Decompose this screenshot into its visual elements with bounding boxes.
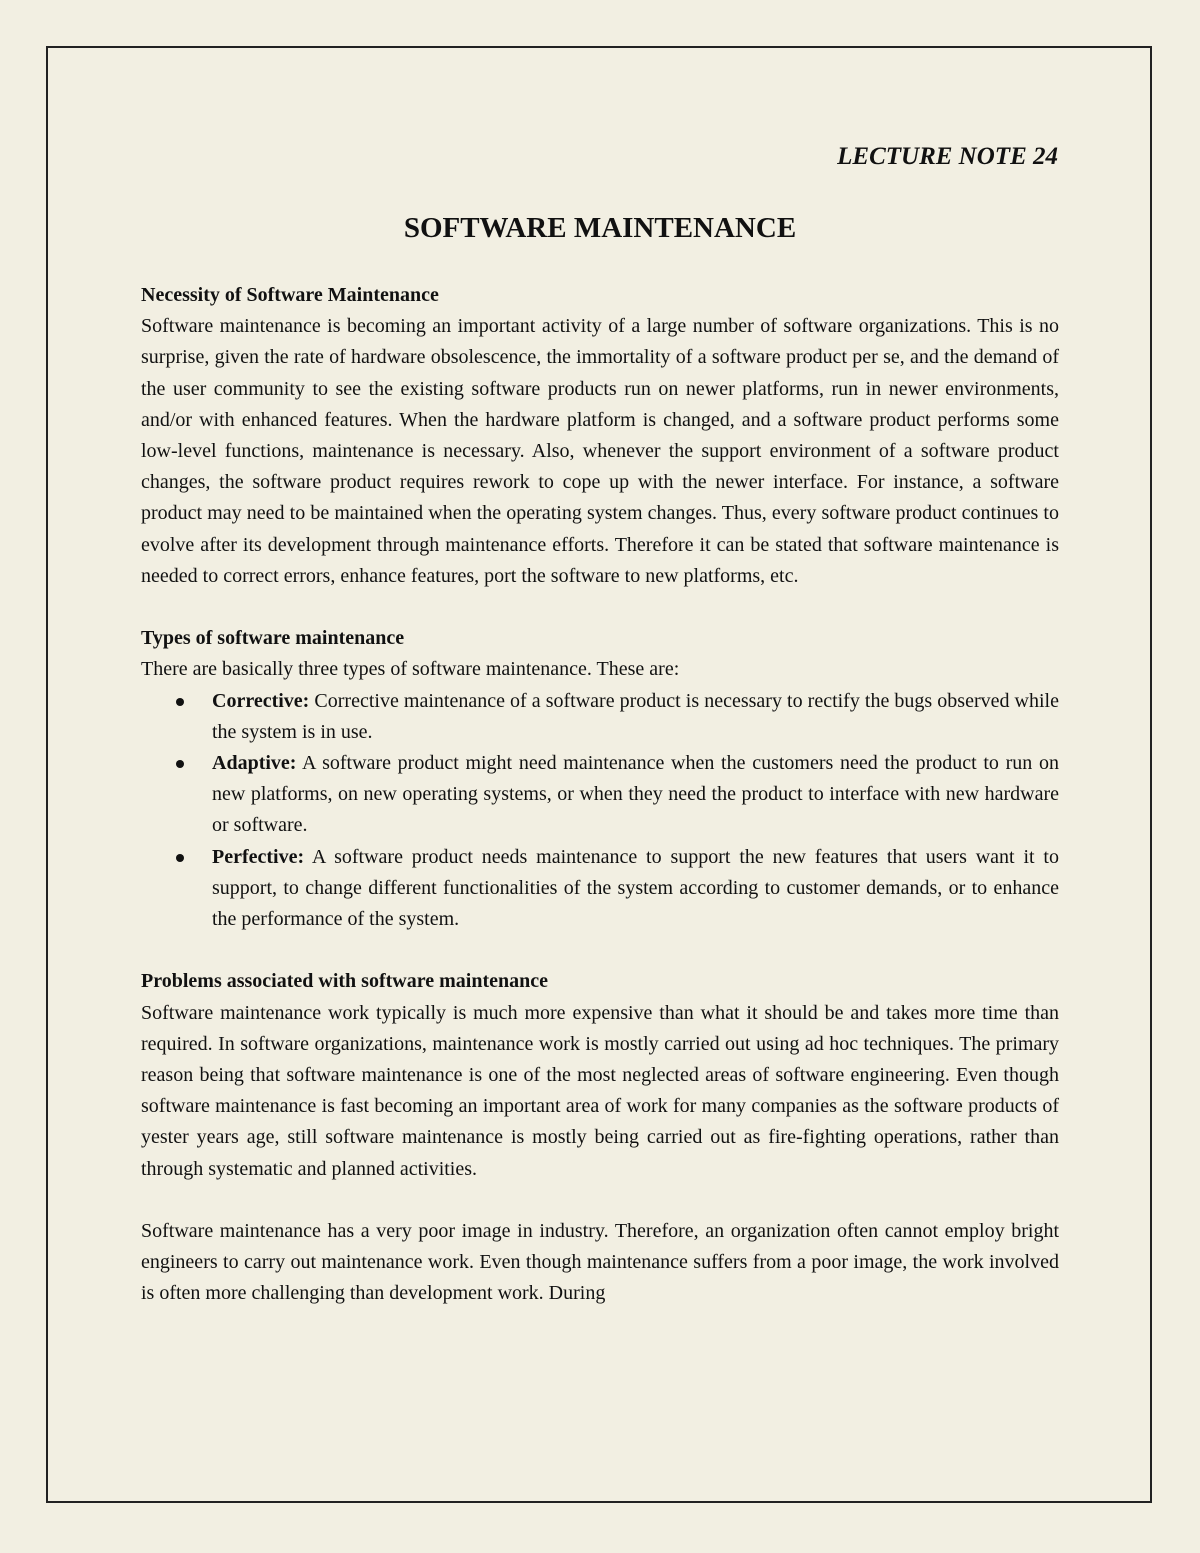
bullet-icon <box>176 760 184 768</box>
type-description: Corrective maintenance of a software product is necessary to rectify the bugs observed while the system is in use. <box>212 689 1059 743</box>
necessity-heading: Necessity of Software Maintenance <box>141 284 439 306</box>
spacer <box>141 935 1059 966</box>
bullet-icon <box>176 698 184 706</box>
necessity-paragraph: Software maintenance is becoming an important activity of a large number of software organizations. This is no surprise, given the rate of hardware obsolescence, the immortality of a software product per se, and the demand of the user community to see the existing software products run on newer platforms, run in newer environments, and/or with enhanced features. When the hardware platform is changed, and a software product performs some low-level functions, maintenance is necessary. Also, whenever the support environment of a software product changes, the software product requires rework to cope up with the newer interface. For instance, a software product may need to be maintained when the operating system changes. Thus, every software product continues to evolve after its development through maintenance efforts. Therefore it can be stated that software maintenance is needed to correct errors, enhance features, port the software to new platforms, etc. <box>141 315 1059 587</box>
type-term: Adaptive: <box>212 752 297 775</box>
list-item-corrective <box>141 686 1059 748</box>
type-description: A software product needs maintenance to support the new features that users want it to support, to change different functionalities of the system according to customer demands, or to enhance the performance of the system. <box>212 845 1059 931</box>
type-description: A software product might need maintenance when the customers need the product to run on new platforms, on new operating systems, or when they need the product to interface with new hardware or software. <box>212 752 1059 837</box>
types-heading: Types of software maintenance <box>141 627 405 650</box>
spacer <box>141 1185 1059 1216</box>
document-body <box>141 280 1059 1310</box>
problems-paragraph-1: Software maintenance work typically is much more expensive than what it should be and takes more time than required. In software organizations, maintenance work is mostly carried out using ad hoc techniques. The primary reason being that software maintenance is one of the most neglected areas of software engineering. Even though software maintenance is fast becoming an important area of work for many companies as the software products of yester years age, still software maintenance is mostly being carried out as fire-fighting operations, rather than through systematic and planned activities. <box>141 1001 1059 1180</box>
spacer <box>141 592 1059 623</box>
document-title: SOFTWARE MAINTENANCE <box>403 212 797 244</box>
bullet-icon <box>176 854 184 862</box>
list-item-adaptive <box>141 748 1059 842</box>
types-list <box>141 686 1059 936</box>
lecture-note-label: LECTURE NOTE 24 <box>837 143 1058 170</box>
list-item-perfective <box>141 842 1059 936</box>
type-term: Perfective: <box>212 845 305 868</box>
type-term: Corrective: <box>212 689 310 712</box>
problems-heading: Problems associated with software maintenance <box>141 970 548 993</box>
types-intro: There are basically three types of software maintenance. These are: <box>141 658 680 681</box>
problems-paragraph-2: Software maintenance has a very poor image in industry. Therefore, an organization often cannot employ bright engineers to carry out maintenance work. Even though maintenance suffers from a poor image, the work involved is often more challenging than development work. During <box>141 1220 1059 1305</box>
